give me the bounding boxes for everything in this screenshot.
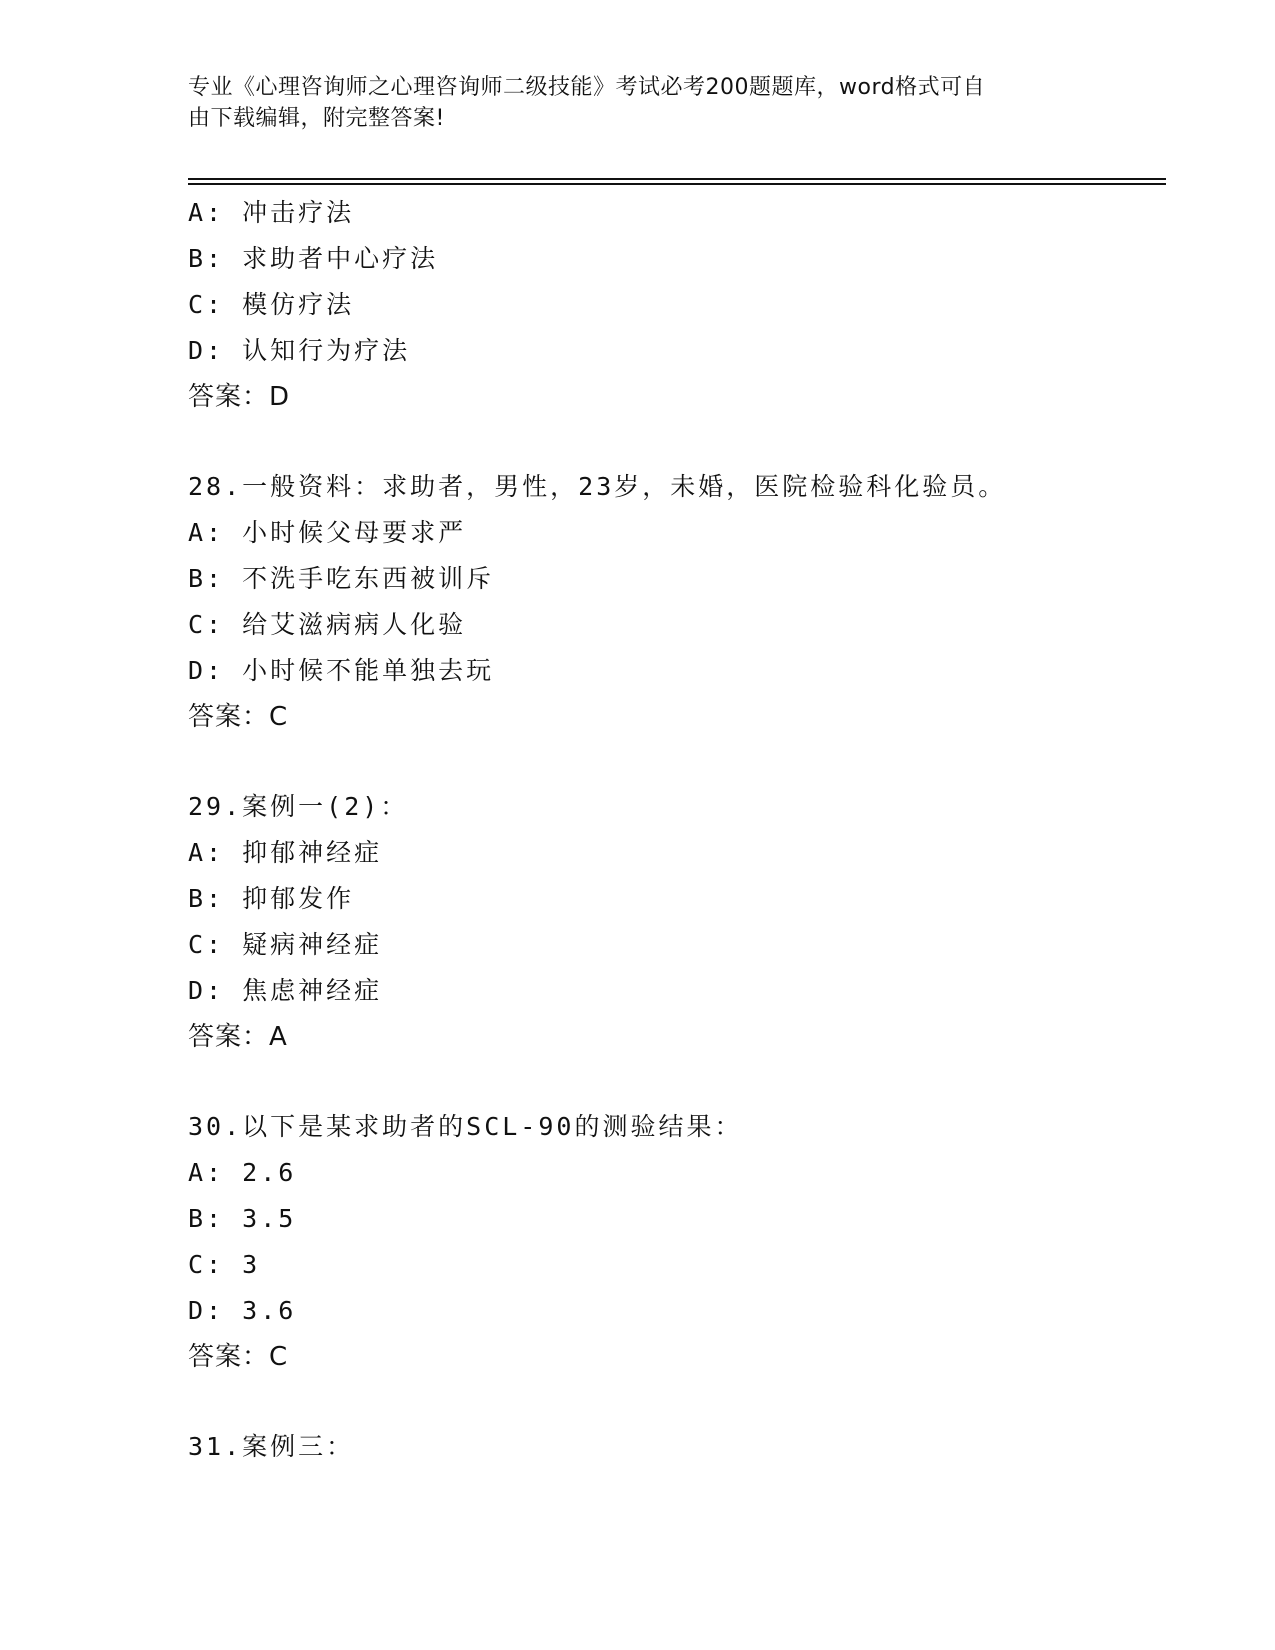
answer: 答案：D [188,382,291,412]
question-list [188,190,1148,1470]
question-stem: 31.案例三： [188,1432,355,1461]
document-header [188,72,1068,134]
answer: 答案：A [188,1022,288,1052]
option-a: A: 抑郁神经症 [188,838,383,867]
answer: 答案：C [188,702,289,732]
option-c: C: 给艾滋病病人化验 [188,610,467,639]
option-d: D: 3.6 [188,1296,297,1325]
option-a: A: 冲击疗法 [188,198,355,227]
answer: 答案：C [188,1342,289,1372]
option-b: B: 抑郁发作 [188,884,355,913]
header-line-2: 由下载编辑，附完整答案! [188,106,445,131]
option-d: D: 焦虑神经症 [188,976,383,1005]
option-c: C: 3 [188,1250,261,1279]
option-a: A: 2.6 [188,1158,297,1187]
option-c: C: 模仿疗法 [188,290,355,319]
header-divider-top [188,178,1166,180]
option-b: B: 不洗手吃东西被训斥 [188,564,495,593]
question-27-continued [188,190,1148,420]
question-28 [188,464,1148,740]
question-stem: 28.一般资料：求助者，男性，23岁，未婚，医院检验科化验员。 [188,472,1007,501]
header-line-1: 专业《心理咨询师之心理咨询师二级技能》考试必考200题题库，word格式可自 [188,75,986,100]
option-d: D: 认知行为疗法 [188,336,411,365]
option-d: D: 小时候不能单独去玩 [188,656,495,685]
header-divider-bottom [188,183,1166,185]
option-b: B: 求助者中心疗法 [188,244,439,273]
question-stem: 30.以下是某求助者的SCL-90的测验结果： [188,1112,743,1141]
question-stem: 29.案例一(2)： [188,792,409,821]
option-c: C: 疑病神经症 [188,930,383,959]
option-b: B: 3.5 [188,1204,297,1233]
question-31 [188,1424,1148,1470]
question-29 [188,784,1148,1060]
question-30 [188,1104,1148,1380]
option-a: A: 小时候父母要求严 [188,518,467,547]
